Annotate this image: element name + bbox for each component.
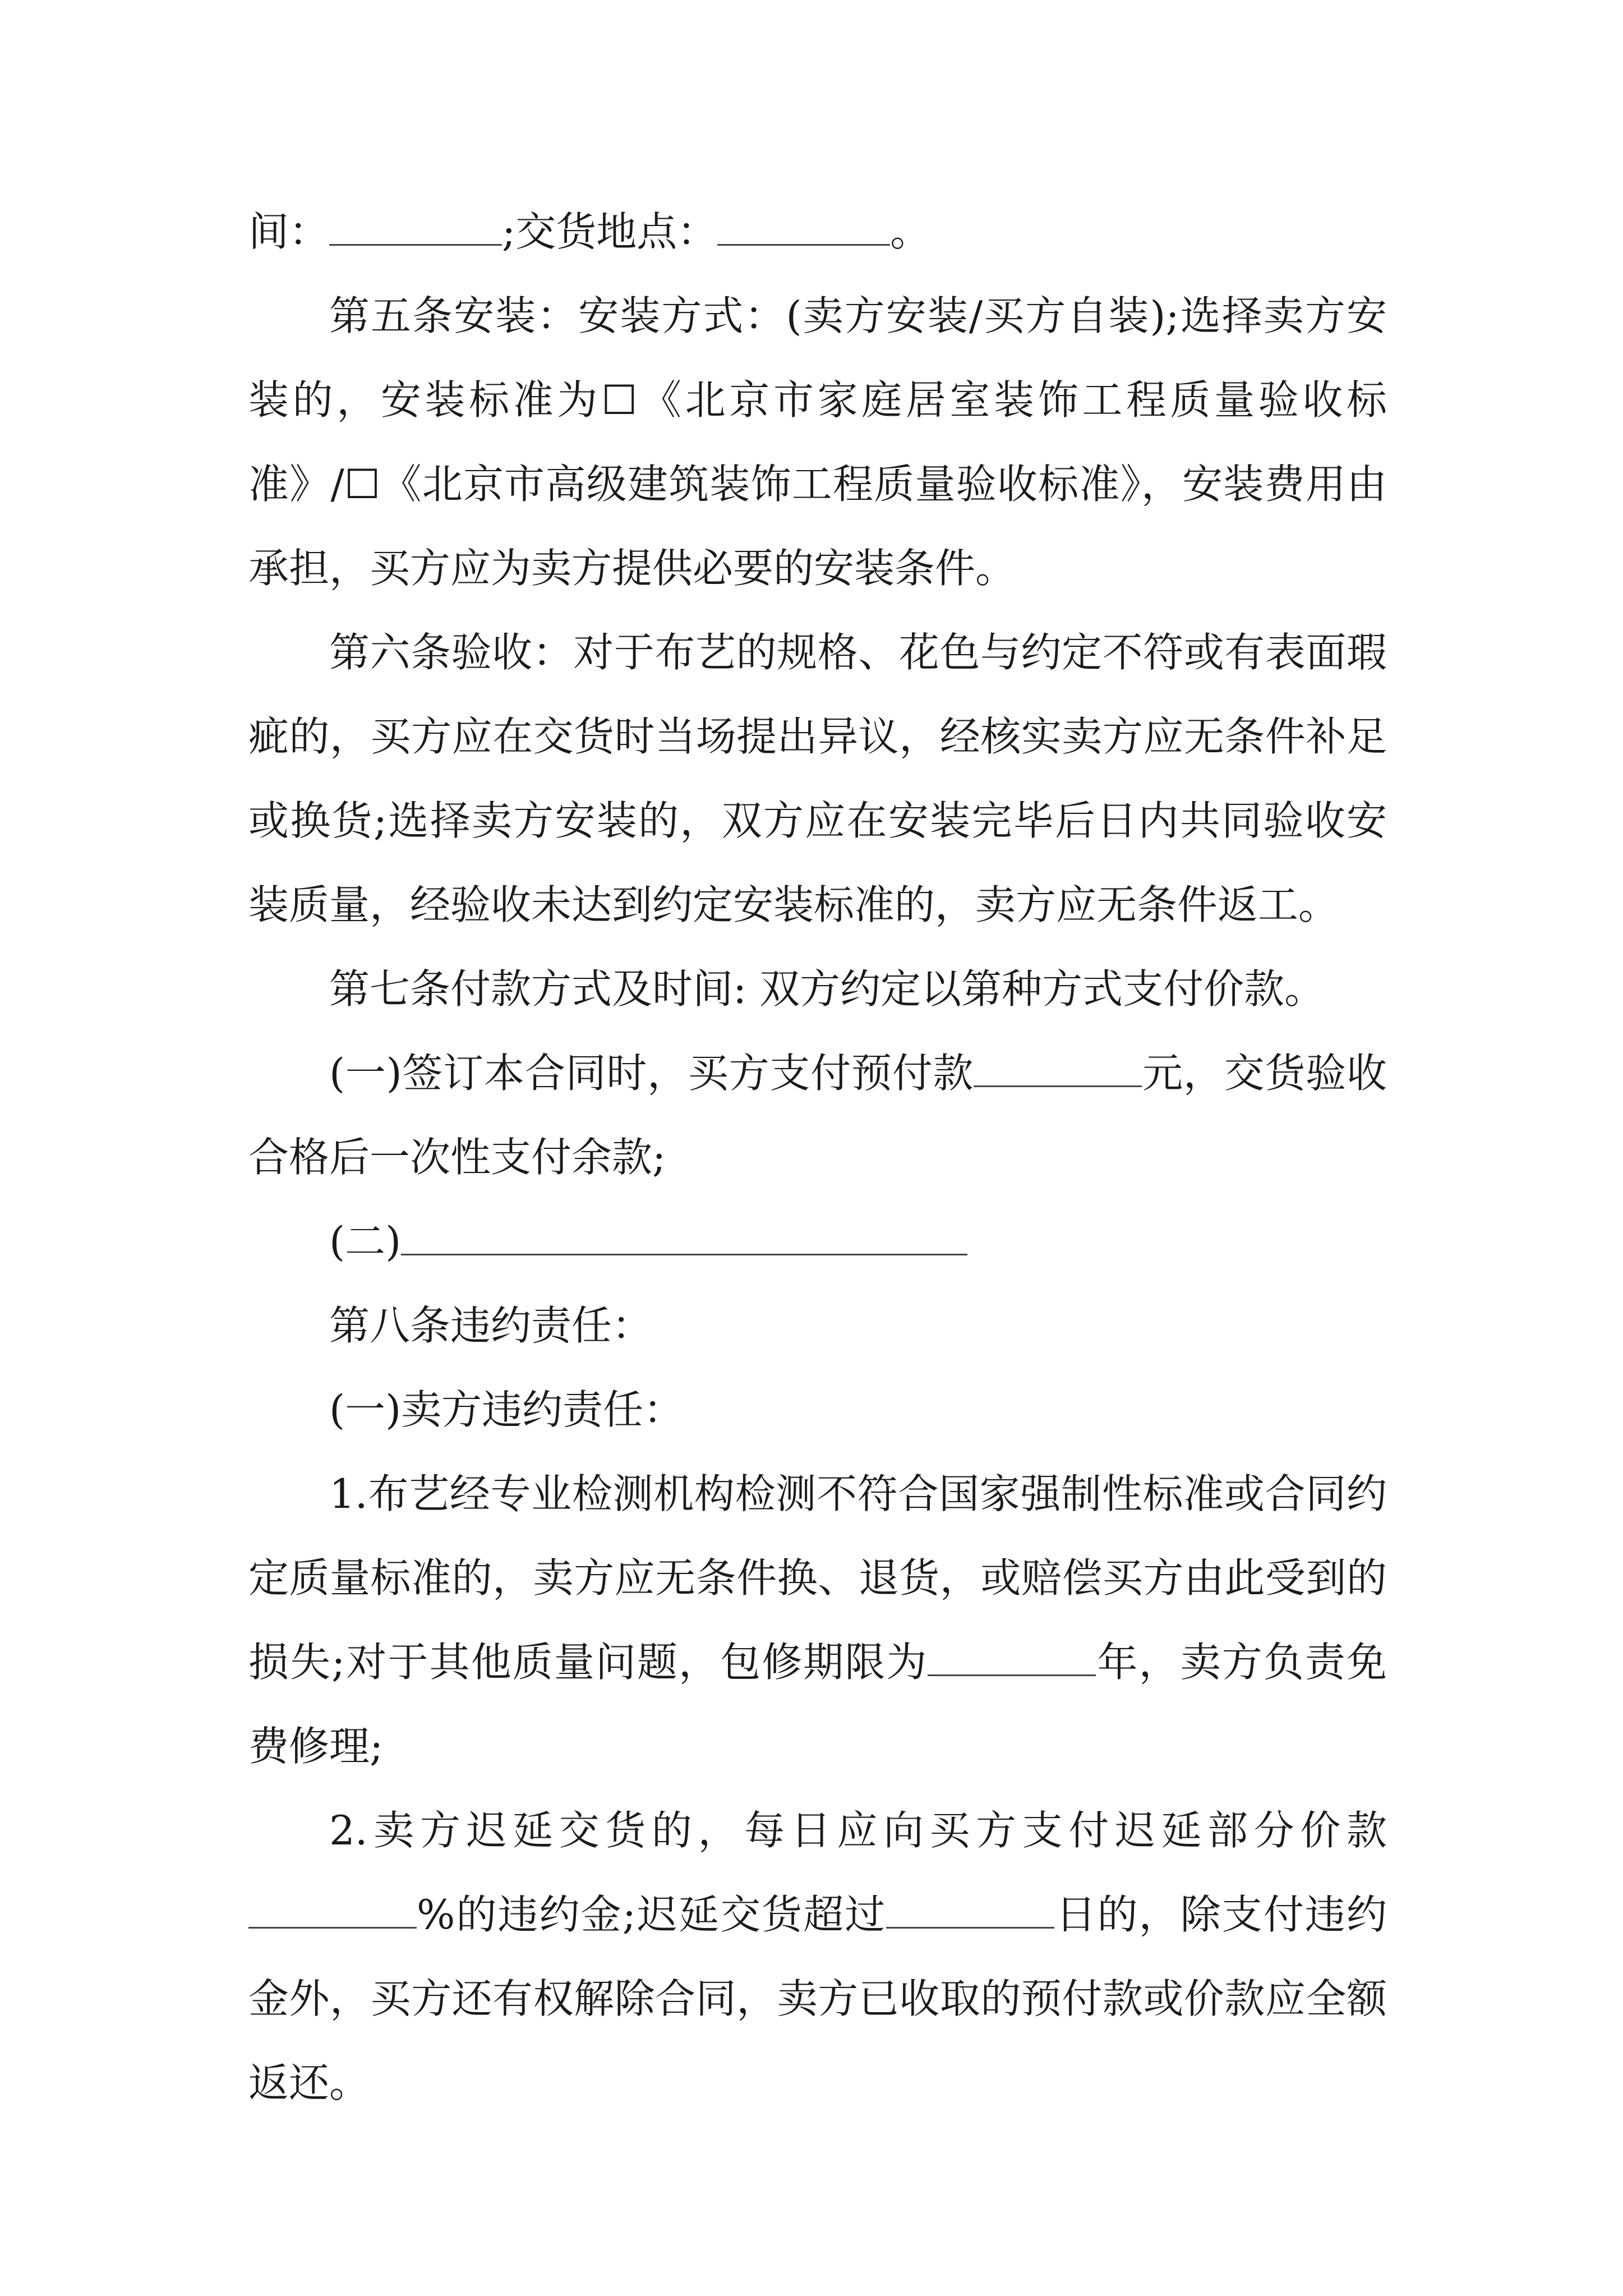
contract-body (248, 190, 1387, 2125)
article-7-option-2 (248, 1199, 1387, 1283)
liability-item-1 (248, 1452, 1387, 1788)
item-2-pre: 2.卖方迟延交货的，每日应向买方支付迟延部分价款 (329, 1807, 1387, 1854)
delivery-place-blank (717, 210, 890, 246)
item-1-pre: 1.布艺经专业检测机构检测不符合国家强制性标准或合同约定质量标准的，卖方应无条件换、退货，或赔偿买方由此受到的损失;对于其他质量问题，包修期限为 (248, 1470, 1387, 1686)
article-6-acceptance: 第六条验收：对于布艺的规格、花色与约定不符或有表面瑕疵的，买方应在交货时当场提出异议，经核实卖方应无条件补足或换货;选择卖方安装的，双方应在安装完毕后日内共同验收安装质量，经验收未达到约定安装标准的，卖方应无条件返工。 (248, 629, 1387, 928)
delivery-line (248, 190, 1387, 274)
delivery-time-blank (329, 210, 502, 246)
article-7-payment: 第七条付款方式及时间: 双方约定以第种方式支付价款。 (329, 965, 1325, 1013)
option-1-pre: (一)签订本合同时，买方支付预付款 (329, 1050, 974, 1097)
delivery-place-label: ;交货地点： (502, 208, 718, 255)
article-7-option-1 (248, 1031, 1387, 1199)
warranty-period-blank (928, 1641, 1096, 1676)
item-1-post: 年，卖方负责免费修理; (248, 1639, 1387, 1770)
article-8-liability: 第八条违约责任： (329, 1302, 653, 1349)
option-2-label: (二) (329, 1218, 402, 1265)
article-5-installation: 第五条安装：安装方式：(卖方安装/买方自装);选择卖方安装的，安装标准为☐《北京市家庭居室装饰工程质量验收标准》/☐《北京市高级建筑装饰工程质量验收标准》，安装费用由承担，买方应为卖方提供必要的安装条件。 (248, 292, 1387, 592)
penalty-rate-blank (248, 1893, 417, 1929)
prepayment-blank (974, 1052, 1142, 1087)
option-2-blank (401, 1220, 967, 1255)
item-2-post: 日的，除支付违约金外，买方还有权解除合同，卖方已收取的预付款或价款应全额返还。 (248, 1891, 1387, 2106)
article-8-seller-liability: (一)卖方违约责任： (329, 1386, 684, 1433)
delay-days-blank (886, 1893, 1054, 1929)
delivery-time-label: 间： (248, 208, 330, 255)
delivery-line-end: 。 (890, 208, 931, 255)
item-2-mid: %的违约金;迟延交货超过 (417, 1891, 887, 1938)
option-1-post: 元，交货验收合格后一次性支付余款; (248, 1050, 1387, 1181)
liability-item-2 (248, 1788, 1387, 2125)
